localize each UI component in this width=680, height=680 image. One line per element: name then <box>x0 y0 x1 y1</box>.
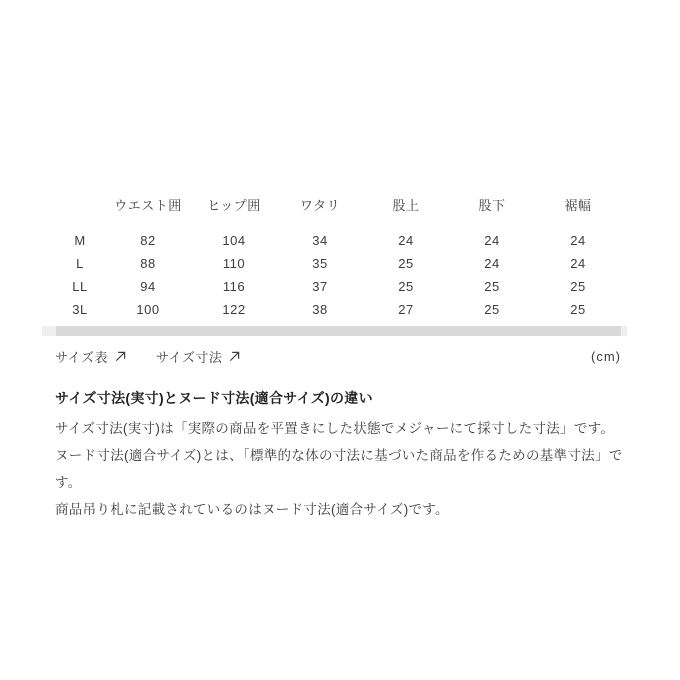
size-info-block <box>55 388 630 523</box>
value-cell: 100 <box>136 302 160 317</box>
size-dimensions-link[interactable] <box>156 347 240 366</box>
size-table-header-row <box>55 190 621 229</box>
value-cell: 34 <box>312 233 328 248</box>
value-cell: 38 <box>312 302 328 317</box>
info-line-3: 商品吊り札に記載されているのはヌード寸法(適合サイズ)です。 <box>55 502 449 517</box>
size-dimensions-link-label: サイズ寸法 <box>155 350 223 365</box>
value-cell: 25 <box>484 279 500 294</box>
external-link-arrow-icon <box>115 351 126 362</box>
value-cell: 25 <box>484 302 500 317</box>
column-header: ワタリ <box>299 198 341 213</box>
size-label-cell: LL <box>72 279 88 294</box>
value-cell: 94 <box>140 279 156 294</box>
value-cell: 25 <box>570 279 586 294</box>
value-cell: 88 <box>140 256 156 271</box>
value-cell: 25 <box>570 302 586 317</box>
unit-label: (cm) <box>591 349 621 364</box>
value-cell: 25 <box>398 256 414 271</box>
value-cell: 104 <box>222 233 246 248</box>
column-header: 股下 <box>478 198 506 213</box>
size-chart-link[interactable] <box>55 347 126 366</box>
value-cell: 27 <box>398 302 414 317</box>
value-cell: 110 <box>222 256 246 271</box>
size-label-cell: L <box>76 256 84 271</box>
column-header: ウエスト囲 <box>114 198 182 213</box>
value-cell: 25 <box>398 279 414 294</box>
info-heading: サイズ寸法(実寸)とヌード寸法(適合サイズ)の違い <box>55 390 373 406</box>
value-cell: 24 <box>484 233 500 248</box>
column-header: 裾幅 <box>564 198 592 213</box>
value-cell: 82 <box>140 233 156 248</box>
column-header: 股上 <box>392 198 420 213</box>
scrollbar-thumb[interactable] <box>56 326 621 336</box>
size-table-body <box>55 229 621 321</box>
external-link-arrow-icon <box>229 351 240 362</box>
size-table-container <box>55 190 621 321</box>
table-horizontal-scrollbar[interactable] <box>42 326 627 336</box>
table-row <box>55 252 621 275</box>
value-cell: 116 <box>222 279 246 294</box>
info-line-2: ヌード寸法(適合サイズ)とは、「標準的な体の寸法に基づいた商品を作るための基準寸法」です。 <box>55 448 623 490</box>
size-label-cell: 3L <box>72 302 88 317</box>
value-cell: 35 <box>312 256 328 271</box>
table-row <box>55 298 621 321</box>
table-row <box>55 275 621 298</box>
value-cell: 37 <box>312 279 328 294</box>
size-label-cell: M <box>74 233 86 248</box>
value-cell: 24 <box>570 256 586 271</box>
table-row <box>55 229 621 252</box>
size-table <box>55 190 621 321</box>
links-row <box>55 347 621 366</box>
size-chart-link-label: サイズ表 <box>55 350 108 365</box>
value-cell: 24 <box>398 233 414 248</box>
value-cell: 24 <box>570 233 586 248</box>
column-header <box>55 190 105 229</box>
info-line-1: サイズ寸法(実寸)は「実際の商品を平置きにした状態でメジャーにて採寸した寸法」です。 <box>55 421 615 436</box>
column-header: ヒップ囲 <box>207 198 261 213</box>
value-cell: 122 <box>222 302 246 317</box>
value-cell: 24 <box>484 256 500 271</box>
